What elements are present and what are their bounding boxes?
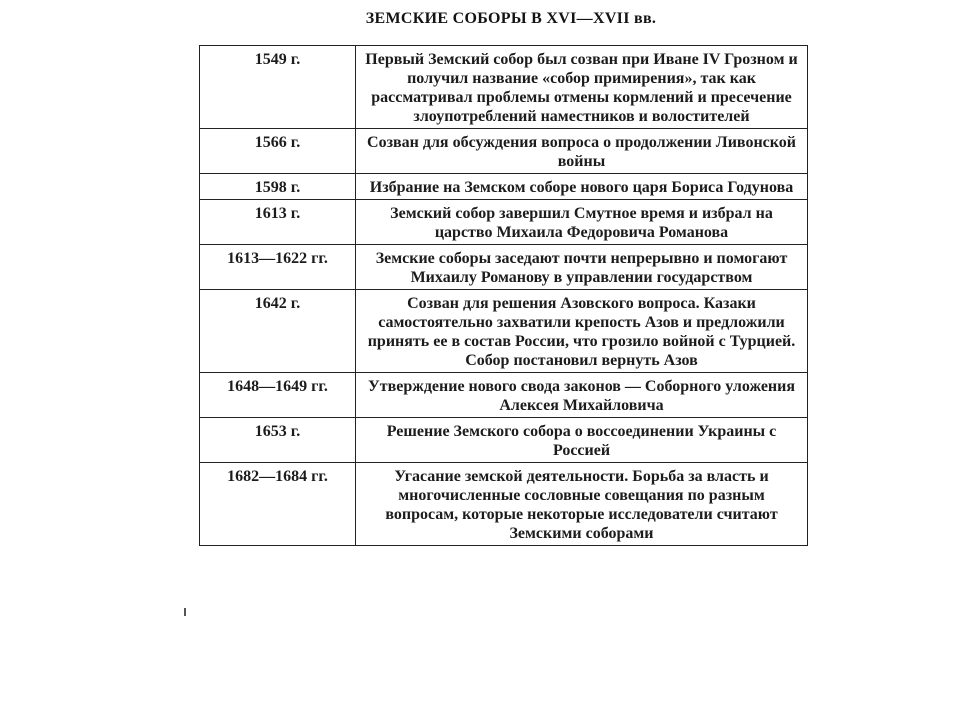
event-cell: Созван для решения Азовского вопроса. Казаки самостоятельно захватили крепость Азов и предложили принять ее в состав России, что грозило войной с Турцией. Собор постановил вернуть Азов <box>356 290 808 373</box>
zemsky-sobory-table <box>199 45 808 546</box>
event-cell: Первый Земский собор был созван при Иване IV Грозном и получил название «собор примирения», так как рассматривал проблемы отмены кормлений и пресечение злоупотреблений наместников и волостителей <box>356 46 808 129</box>
year-cell: 1613 г. <box>200 200 356 245</box>
table-row <box>200 418 808 463</box>
year-cell: 1598 г. <box>200 174 356 200</box>
scanned-page <box>184 0 838 720</box>
event-cell: Избрание на Земском соборе нового царя Бориса Годунова <box>356 174 808 200</box>
event-cell: Земский собор завершил Смутное время и избрал на царство Михаила Федоровича Романова <box>356 200 808 245</box>
year-cell: 1566 г. <box>200 129 356 174</box>
year-cell: 1642 г. <box>200 290 356 373</box>
event-cell: Угасание земской деятельности. Борьба за власть и многочисленные сословные совещания по разным вопросам, которые некоторые исследователи считают Земскими соборами <box>356 463 808 546</box>
year-cell: 1653 г. <box>200 418 356 463</box>
year-cell: 1682—1684 гг. <box>200 463 356 546</box>
table-row <box>200 200 808 245</box>
event-cell: Созван для обсуждения вопроса о продолжении Ливонской войны <box>356 129 808 174</box>
table-row <box>200 463 808 546</box>
year-cell: 1613—1622 гг. <box>200 245 356 290</box>
table-row <box>200 174 808 200</box>
table-row <box>200 129 808 174</box>
table-row <box>200 245 808 290</box>
table-row <box>200 290 808 373</box>
year-cell: 1549 г. <box>200 46 356 129</box>
table-row <box>200 46 808 129</box>
event-cell: Решение Земского собора о воссоединении Украины с Россией <box>356 418 808 463</box>
scan-speck <box>184 608 186 616</box>
event-cell: Земские соборы заседают почти непрерывно и помогают Михаилу Романову в управлении государством <box>356 245 808 290</box>
table-row <box>200 373 808 418</box>
event-cell: Утверждение нового свода законов — Соборного уложения Алексея Михайловича <box>356 373 808 418</box>
year-cell: 1648—1649 гг. <box>200 373 356 418</box>
page-title: ЗЕМСКИЕ СОБОРЫ В XVI—XVII вв. <box>365 10 657 27</box>
